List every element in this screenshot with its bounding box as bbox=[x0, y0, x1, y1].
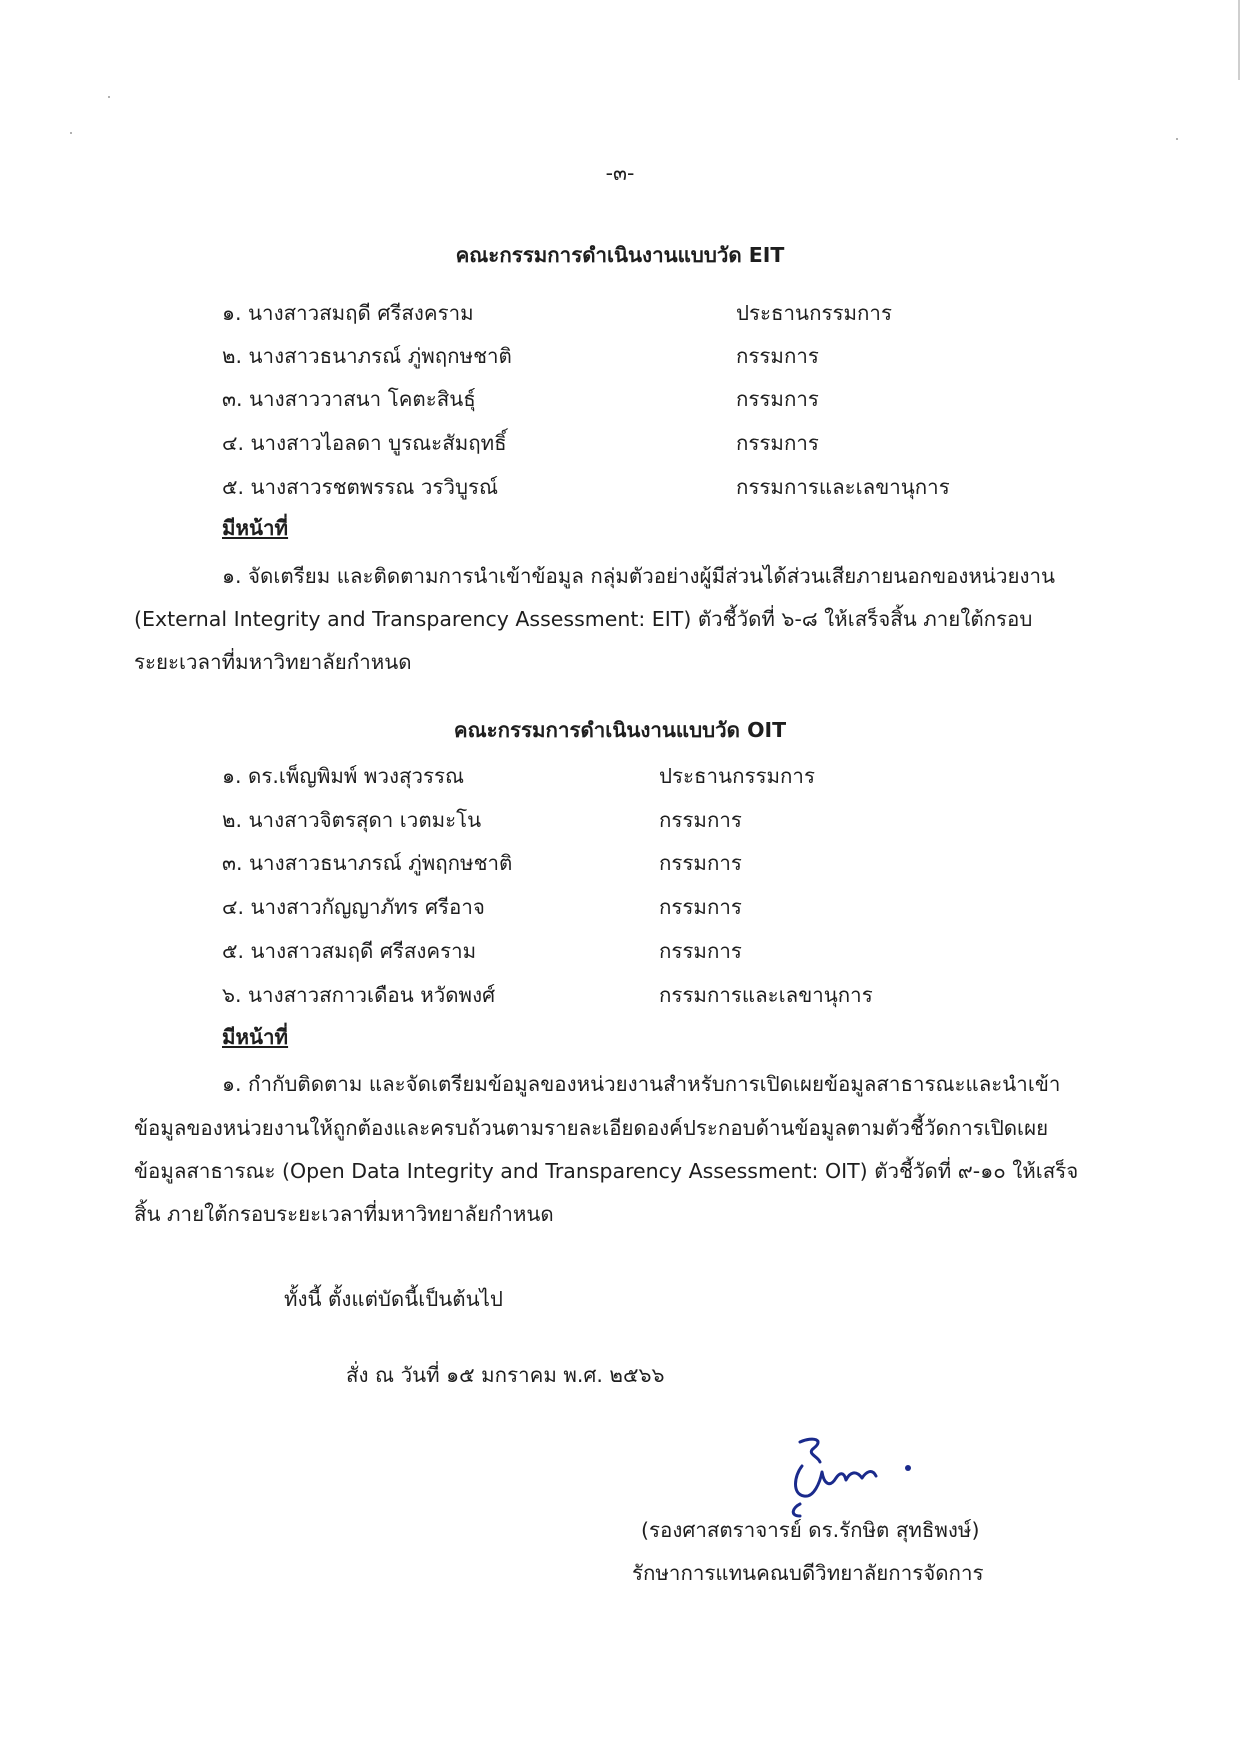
oit-member-role: กรรมการ bbox=[659, 851, 742, 875]
oit-member-role: กรรมการ bbox=[659, 895, 742, 919]
oit-member-name: ๔. นางสาวกัญญาภัทร ศรีอาจ bbox=[222, 895, 485, 919]
oit-member-name: ๕. นางสาวสมฤดี ศรีสงคราม bbox=[222, 939, 477, 963]
eit-duty-line: ระยะเวลาที่มหาวิทยาลัยกำหนด bbox=[134, 650, 412, 674]
eit-duty-line: ๑. จัดเตรียม และติดตามการนำเข้าข้อมูล กลุ่มตัวอย่างผู้มีส่วนได้ส่วนเสียภายนอกของหน่วยงาน bbox=[222, 564, 1056, 588]
oit-member-name: ๖. นางสาวสกาวเดือน หวัดพงศ์ bbox=[222, 983, 496, 1007]
oit-duty-label: มีหน้าที่ bbox=[222, 1025, 289, 1049]
oit-heading: คณะกรรมการดำเนินงานแบบวัด OIT bbox=[453, 718, 787, 742]
eit-member-name: ๒. นางสาวธนาภรณ์ ภู่พฤกษชาติ bbox=[222, 344, 512, 368]
eit-member-name: ๑. นางสาวสมฤดี ศรีสงคราม bbox=[222, 301, 474, 325]
oit-duty-line: ๑. กำกับติดตาม และจัดเตรียมข้อมูลของหน่วยงานสำหรับการเปิดเผยข้อมูลสาธารณะและนำเข้า bbox=[222, 1072, 1061, 1096]
oit-member-name: ๑. ดร.เพ็ญพิมพ์ พวงสุวรรณ bbox=[222, 764, 465, 788]
eit-member-role: กรรมการ bbox=[736, 344, 819, 368]
signatory-title: รักษาการแทนคณบดีวิทยาลัยการจัดการ bbox=[632, 1561, 984, 1585]
oit-member-role: กรรมการ bbox=[659, 808, 742, 832]
signatory-name: (รองศาสตราจารย์ ดร.รักษิต สุทธิพงษ์) bbox=[641, 1518, 980, 1542]
eit-member-role: กรรมการ bbox=[736, 431, 819, 455]
oit-duty-line: สิ้น ภายใต้กรอบระยะเวลาที่มหาวิทยาลัยกำหนด bbox=[134, 1202, 554, 1226]
oit-member-name: ๒. นางสาวจิตรสุดา เวตมะโน bbox=[222, 808, 482, 832]
oit-member-role: ประธานกรรมการ bbox=[659, 764, 815, 788]
oit-member-name: ๓. นางสาวธนาภรณ์ ภู่พฤกษชาติ bbox=[222, 851, 513, 875]
effective-statement: ทั้งนี้ ตั้งแต่บัดนี้เป็นต้นไป bbox=[284, 1287, 503, 1311]
eit-duty-label: มีหน้าที่ bbox=[222, 516, 289, 540]
eit-heading: คณะกรรมการดำเนินงานแบบวัด EIT bbox=[455, 243, 785, 267]
signature-image bbox=[780, 1432, 930, 1522]
oit-duty-line: ข้อมูลของหน่วยงานให้ถูกต้องและครบถ้วนตามรายละเอียดองค์ประกอบด้านข้อมูลตามตัวชี้วัดการเปิดเผย bbox=[134, 1116, 1049, 1140]
eit-member-name: ๓. นางสาววาสนา โคตะสินธุ์ bbox=[222, 387, 476, 411]
ordered-date: สั่ง ณ วันที่ ๑๕ มกราคม พ.ศ. ๒๕๖๖ bbox=[346, 1363, 665, 1387]
eit-member-name: ๕. นางสาวรชตพรรณ วรวิบูรณ์ bbox=[222, 475, 498, 499]
oit-member-role: กรรมการและเลขานุการ bbox=[659, 983, 873, 1007]
eit-member-role: กรรมการ bbox=[736, 387, 819, 411]
eit-member-role: ประธานกรรมการ bbox=[736, 301, 892, 325]
eit-member-name: ๔. นางสาวไอลดา บูรณะสัมฤทธิ์ bbox=[222, 431, 507, 455]
oit-member-role: กรรมการ bbox=[659, 939, 742, 963]
page-number: -๓- bbox=[605, 161, 635, 185]
eit-duty-line: (External Integrity and Transparency Assessment: EIT) ตัวชี้วัดที่ ๖-๘ ให้เสร็จสิ้น ภายใต้กรอบ bbox=[134, 607, 1033, 631]
oit-duty-line: ข้อมูลสาธารณะ (Open Data Integrity and Transparency Assessment: OIT) ตัวชี้วัดที่ ๙-๑๐ ให้เสร็จ bbox=[134, 1159, 1079, 1183]
eit-member-role: กรรมการและเลขานุการ bbox=[736, 475, 950, 499]
